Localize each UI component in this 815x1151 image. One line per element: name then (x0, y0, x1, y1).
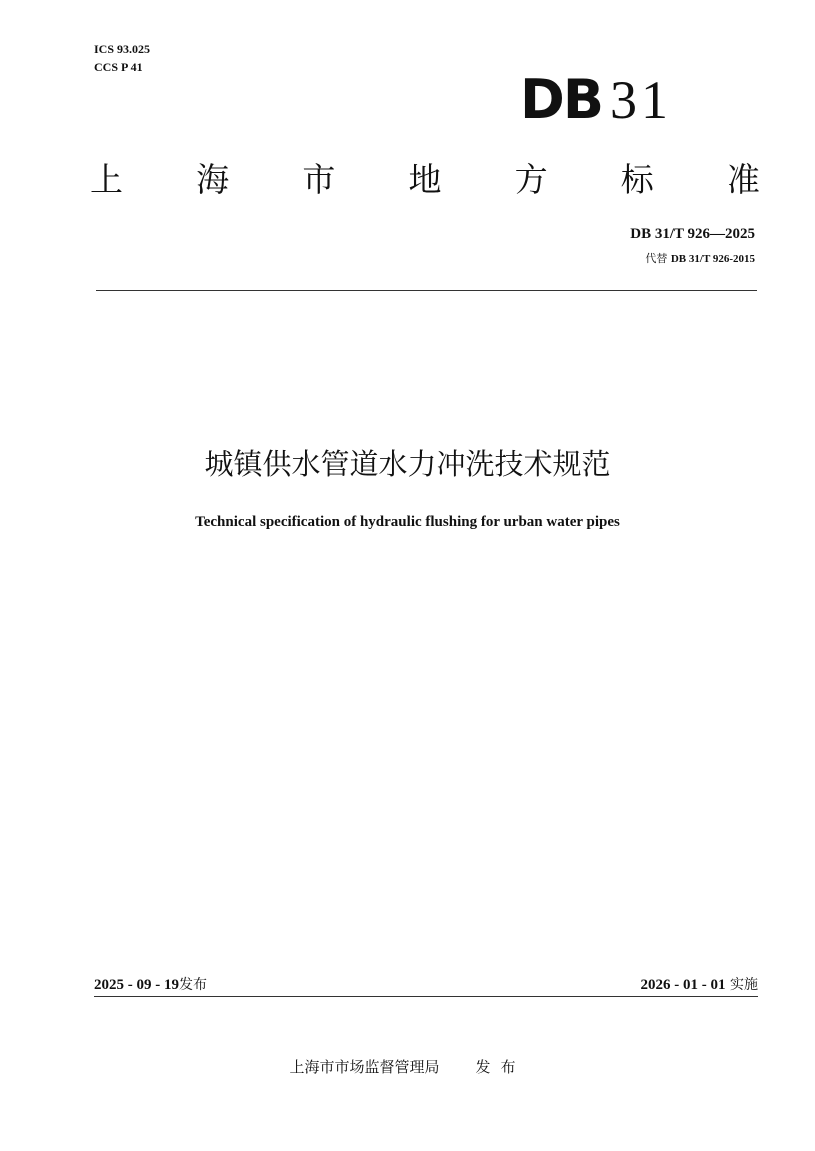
document-title-english: Technical specification of hydraulic flushing for urban water pipes (195, 514, 620, 530)
replaces-note (645, 250, 755, 266)
issuer-line (0, 1056, 815, 1077)
header-divider (96, 290, 757, 291)
standard-type-char: 地 (408, 160, 442, 199)
standard-type-char: 方 (514, 160, 548, 199)
issuer-name: 上海市市场监督管理局 (289, 1058, 440, 1076)
standard-type-title (90, 160, 760, 200)
effective-label: 实施 (730, 977, 758, 993)
issue-date: 2025 - 09 - 19 (94, 977, 179, 993)
ccs-code: CCS P 41 (94, 60, 143, 74)
date-row (94, 974, 758, 994)
effective-date: 2026 - 01 - 01 (640, 977, 726, 993)
db-letters: DB (520, 68, 602, 131)
standard-number: DB 31/T 926—2025 (630, 226, 755, 242)
standard-type-char: 海 (196, 160, 230, 199)
issue-label: 发布 (179, 977, 207, 993)
replaced-standard-number: DB 31/T 926-2015 (670, 253, 755, 265)
db-badge (520, 68, 672, 131)
standard-type-char: 市 (302, 160, 336, 199)
issue-date-block (94, 974, 207, 994)
issuer-action: 发布 (475, 1058, 526, 1076)
replaces-label: 代替 (645, 252, 668, 265)
standard-type-char: 上 (90, 160, 123, 199)
effective-date-block (641, 974, 758, 994)
document-title-chinese: 城镇供水管道水力冲洗技术规范 (204, 447, 611, 481)
footer-divider (94, 996, 758, 997)
ics-code: ICS 93.025 (94, 42, 151, 56)
standard-type-char: 准 (726, 160, 760, 199)
db-region-number: 31 (609, 70, 672, 130)
standard-type-char: 标 (620, 160, 654, 199)
classification-codes (94, 40, 150, 76)
